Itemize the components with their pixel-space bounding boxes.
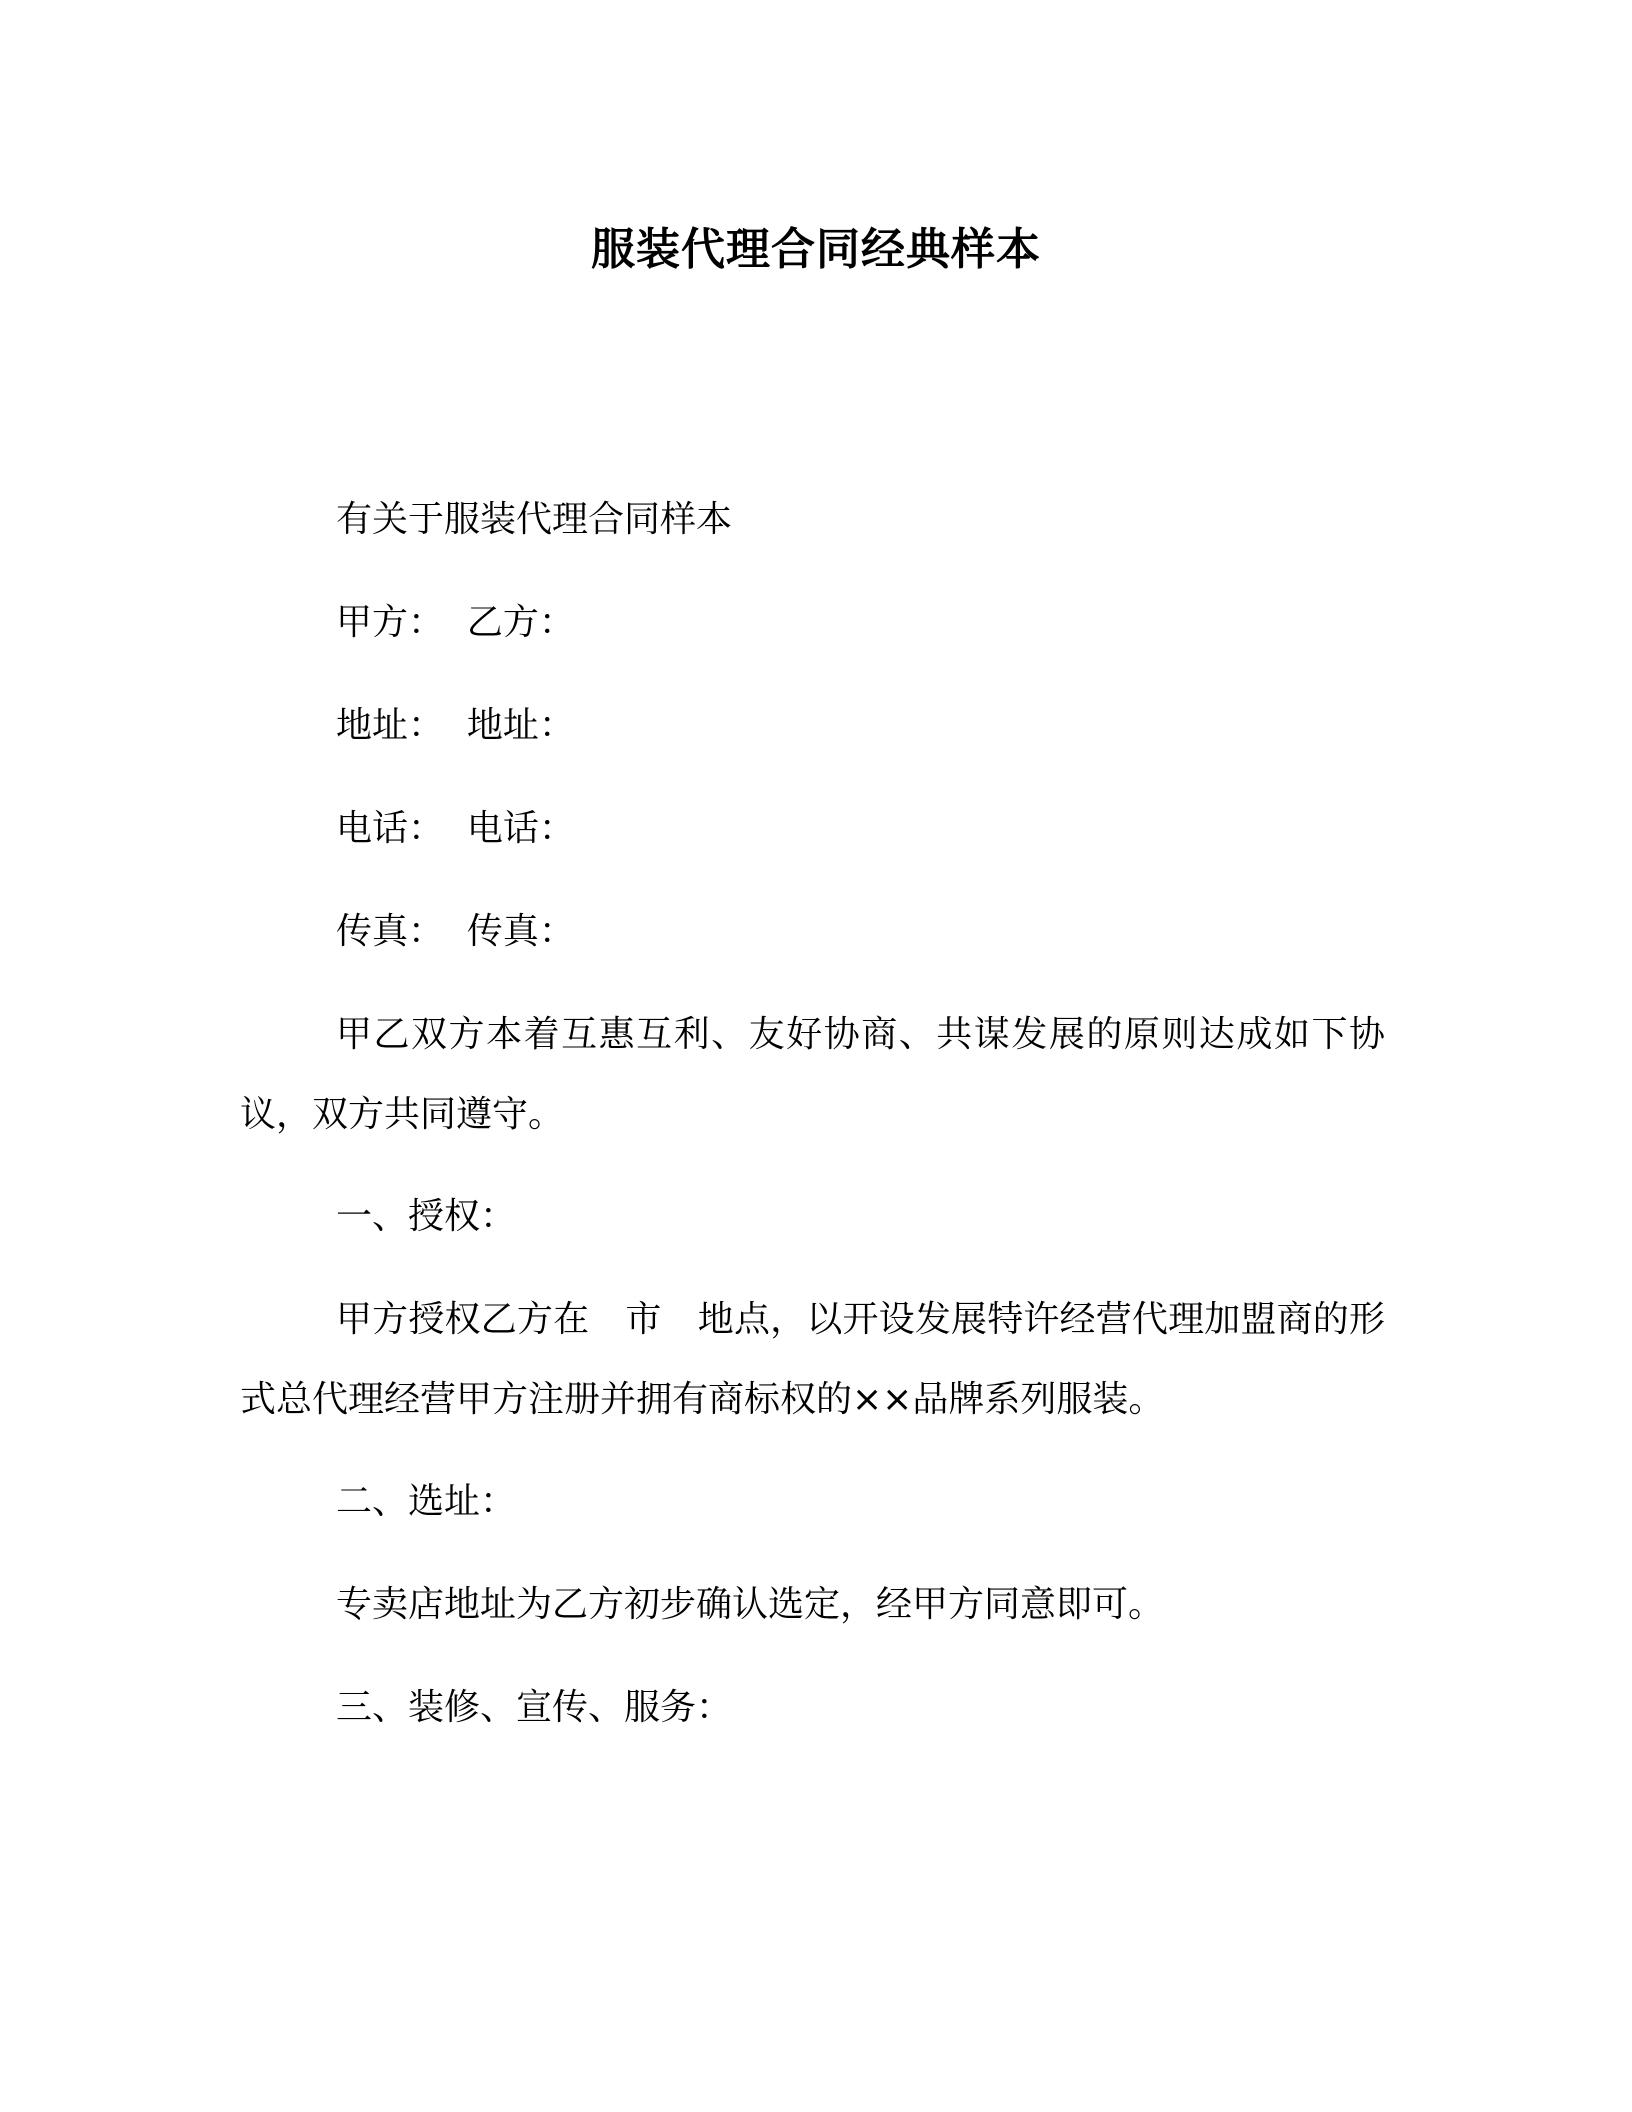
party-line: 甲方： 乙方： [336,602,575,643]
document-subtitle: 有关于服装代理合同样本 [336,499,733,540]
section1-heading: 一、授权： [336,1196,517,1237]
section3-heading: 三、装修、宣传、服务： [336,1687,733,1728]
section1-body: 甲方授权乙方在 市 地点，以开设发展特许经营代理加盟商的形式总代理经营甲方注册并拥有商标权的××品牌系列服装。 [240,1299,1385,1420]
phone-line: 电话： 电话： [336,808,575,849]
section2-body: 专卖店地址为乙方初步确认选定，经甲方同意即可。 [336,1584,1165,1625]
section2-heading: 二、选址： [336,1481,517,1522]
address-line: 地址： 地址： [336,705,575,746]
document-title: 服装代理合同经典样本 [591,224,1041,275]
fax-line: 传真： 传真： [336,911,575,952]
intro-paragraph: 甲乙双方本着互惠互利、友好协商、共谋发展的原则达成如下协议，双方共同遵守。 [240,1014,1385,1135]
